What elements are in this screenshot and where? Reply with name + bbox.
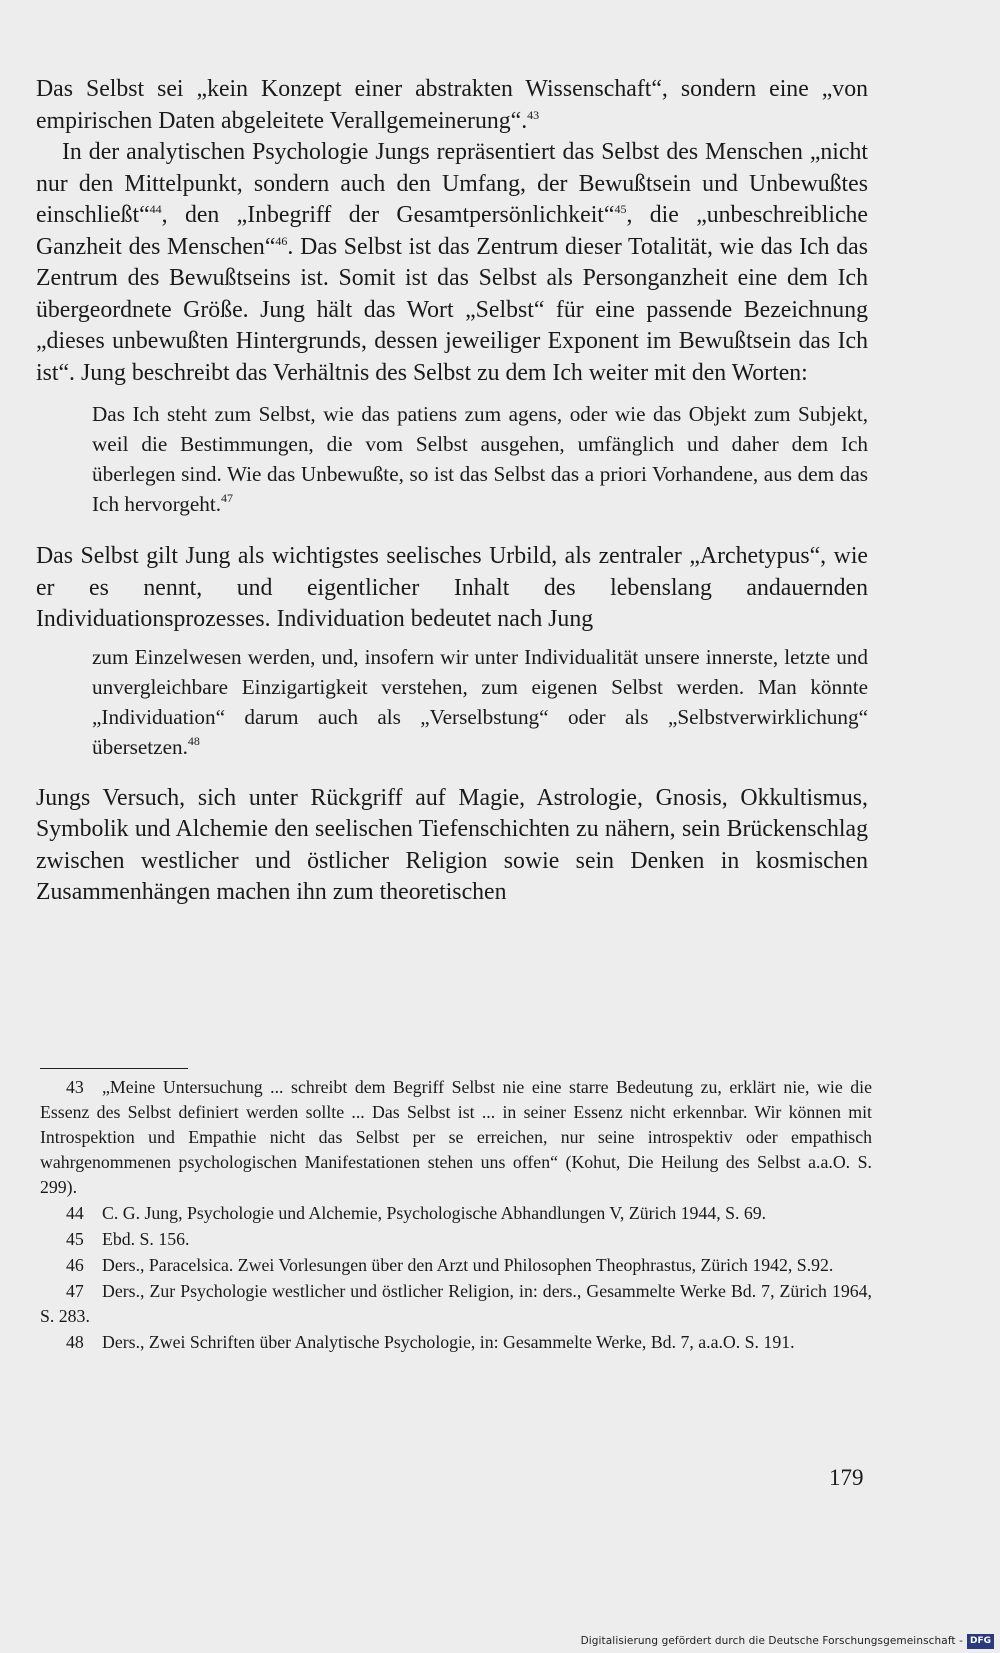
text-run: , die „unbeschreibliche Ganzheit des Menschen“	[36, 202, 868, 260]
paragraph-2	[36, 137, 868, 389]
footnote	[40, 1330, 872, 1355]
footnote-separator	[40, 1068, 188, 1069]
footnote-marker[interactable]: 44	[149, 202, 162, 216]
text-run: In der analytischen Psychologie Jungs repräsentiert das Selbst des Menschen „nicht nur den Mittelpunkt, sondern auch den Umfang, der Bewußtsein und Unbewußtes einschließt“	[36, 139, 868, 228]
paragraph-1	[36, 74, 868, 137]
block-quote-1	[92, 399, 868, 519]
paragraph-3	[36, 541, 868, 636]
text-run: Das Selbst sei „kein Konzept einer abstrakten Wissenschaft“, sondern eine „von empirischen Daten abgeleitete Verallgemeinerung“.	[36, 76, 868, 134]
text-run: , den „Inbegriff der Gesamtpersönlichkeit“	[161, 202, 615, 228]
footnote-number: 45	[66, 1229, 84, 1249]
dfg-logo-icon: DFG	[967, 1634, 994, 1649]
footnote-number: 48	[66, 1332, 84, 1352]
footnote-marker[interactable]: 43	[527, 107, 540, 122]
text-run: Das Selbst gilt Jung als wichtigstes seelisches Urbild, als zentraler „Archetypus“, wie er es nennt, und eigentlicher Inhalt des lebenslang andauernden Individuationsprozesses. Individuation bedeutet nach Jung	[36, 543, 868, 632]
footnote	[40, 1279, 872, 1329]
footnote-number: 44	[66, 1203, 84, 1223]
page-number: 179	[829, 1465, 864, 1490]
footnote-text: Ebd. S. 156.	[102, 1229, 190, 1249]
footnote-text: Ders., Zur Psychologie westlicher und östlicher Religion, in: ders., Gesammelte Werke Bd. 7, Zürich 1964, S. 283.	[40, 1281, 872, 1326]
footnote-text: Ders., Zwei Schriften über Analytische Psychologie, in: Gesammelte Werke, Bd. 7, a.a.O. S. 191.	[102, 1332, 795, 1352]
footnote	[40, 1227, 872, 1252]
footnote	[40, 1253, 872, 1278]
footnote-marker[interactable]: 45	[614, 202, 627, 216]
text-run: Jungs Versuch, sich unter Rückgriff auf Magie, Astrologie, Gnosis, Okkultismus, Symbolik und Alchemie den seelischen Tiefenschichten zu nähern, sein Brückenschlag zwischen westlicher und östlicher Religion sowie sein Denken in kosmischen Zusammenhängen machen ihn zum theoretischen	[36, 784, 868, 905]
footnote-marker[interactable]: 47	[221, 491, 234, 505]
footnote-number: 47	[66, 1281, 84, 1301]
main-text	[36, 74, 868, 909]
footnote-number: 46	[66, 1255, 84, 1275]
footnote	[40, 1075, 872, 1200]
footnote-text: C. G. Jung, Psychologie und Alchemie, Psychologische Abhandlungen V, Zürich 1944, S. 69.	[102, 1203, 767, 1223]
footnote-marker[interactable]: 48	[187, 733, 200, 748]
footnote-text: Ders., Paracelsica. Zwei Vorlesungen über den Arzt und Philosophen Theophrastus, Zürich 1942, S.92.	[102, 1255, 834, 1275]
footnotes	[40, 1075, 872, 1356]
footnote	[40, 1201, 872, 1226]
footnote-marker[interactable]: 46	[275, 233, 288, 248]
footnote-number: 43	[66, 1077, 84, 1097]
text-run: . Das Selbst ist das Zentrum dieser Totalität, wie das Ich das Zentrum des Bewußtseins ist. Somit ist das Selbst als Personganzheit eine dem Ich übergeordnete Größe. Jung hält das Wort „Selbst“ für eine passende Bezeichnung „dieses unbewußten Hintergrunds, dessen jeweiliger Exponent im Bewußtsein das Ich ist“. Jung beschreibt das Verhältnis des Selbst zu dem Ich weiter mit den Worten:	[36, 233, 868, 386]
funding-banner-text: Digitalisierung gefördert durch die Deutsche Forschungsgemeinschaft -	[580, 1635, 963, 1647]
footnote-text: „Meine Untersuchung ... schreibt dem Begriff Selbst nie eine starre Bedeutung zu, erklärt nie, wie die Essenz des Selbst definiert werden sollte ... Das Selbst ist ... in seiner Essenz nicht erkennbar. Wir können mit Introspektion und Empathie nicht das Selbst per se erreichen, nur seine introspektiv oder empathisch wahrgenommenen psychologischen Manifestationen stehen uns offen“ (Kohut, Die Heilung des Selbst a.a.O. S. 299).	[40, 1077, 872, 1197]
funding-banner	[581, 1633, 994, 1649]
block-quote-2	[92, 642, 868, 762]
text-run: zum Einzelwesen werden, und, insofern wir unter Individualität unsere innerste, letzte und unvergleichbare Einzigartigkeit verstehen, zum eigenen Selbst werden. Man könnte „Individuation“ darum auch als „Verselbstung“ oder als „Selbstverwirklichung“ übersetzen.	[92, 644, 868, 759]
paragraph-4	[36, 783, 868, 909]
text-run: Das Ich steht zum Selbst, wie das patiens zum agens, oder wie das Objekt zum Subjekt, weil die Bestimmungen, die vom Selbst ausgehen, umfänglich und daher dem Ich überlegen sind. Wie das Unbewußte, so ist das Selbst das a priori Vorhandene, aus dem das Ich hervorgeht.	[92, 402, 868, 516]
